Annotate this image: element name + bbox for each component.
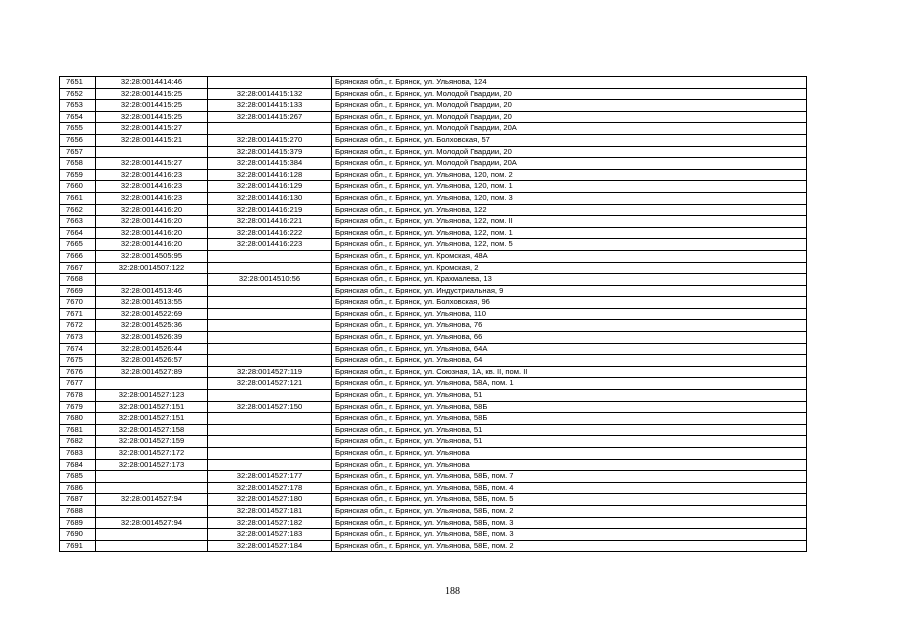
address-cell: Брянская обл., г. Брянск, ул. Молодой Гвардии, 20 [332, 100, 807, 112]
address-cell: Брянская обл., г. Брянск, ул. Ульянова, 51 [332, 436, 807, 448]
land-cadastral-number-cell: 32:28:0014522:69 [96, 308, 208, 320]
object-cadastral-number-cell [208, 123, 332, 135]
land-cadastral-number-cell: 32:28:0014527:94 [96, 517, 208, 529]
address-cell: Брянская обл., г. Брянск, ул. Молодой Гвардии, 20А [332, 158, 807, 170]
table-row [60, 146, 807, 158]
address-cell: Брянская обл., г. Брянск, ул. Ульянова, 58Б, пом. 3 [332, 517, 807, 529]
land-cadastral-number-cell: 32:28:0014527:159 [96, 436, 208, 448]
table-row [60, 88, 807, 100]
table-row [60, 158, 807, 170]
row-number-cell: 7683 [60, 448, 96, 460]
row-number-cell: 7655 [60, 123, 96, 135]
table-row [60, 227, 807, 239]
object-cadastral-number-cell: 32:28:0014416:129 [208, 181, 332, 193]
land-cadastral-number-cell [96, 540, 208, 552]
object-cadastral-number-cell [208, 413, 332, 425]
land-cadastral-number-cell: 32:28:0014415:27 [96, 158, 208, 170]
land-cadastral-number-cell: 32:28:0014527:94 [96, 494, 208, 506]
address-cell: Брянская обл., г. Брянск, ул. Ульянова, 58А, пом. 1 [332, 378, 807, 390]
land-cadastral-number-cell: 32:28:0014416:20 [96, 204, 208, 216]
land-cadastral-number-cell: 32:28:0014507:122 [96, 262, 208, 274]
table-row [60, 262, 807, 274]
row-number-cell: 7669 [60, 285, 96, 297]
row-number-cell: 7663 [60, 216, 96, 228]
object-cadastral-number-cell: 32:28:0014527:184 [208, 540, 332, 552]
table-row [60, 401, 807, 413]
land-cadastral-number-cell: 32:28:0014416:20 [96, 216, 208, 228]
address-cell: Брянская обл., г. Брянск, ул. Ульянова, 64 [332, 355, 807, 367]
object-cadastral-number-cell: 32:28:0014415:132 [208, 88, 332, 100]
object-cadastral-number-cell [208, 448, 332, 460]
land-cadastral-number-cell: 32:28:0014415:25 [96, 111, 208, 123]
address-cell: Брянская обл., г. Брянск, ул. Ульянова, 58Е, пом. 3 [332, 529, 807, 541]
land-cadastral-number-cell: 32:28:0014415:25 [96, 100, 208, 112]
row-number-cell: 7656 [60, 134, 96, 146]
object-cadastral-number-cell: 32:28:0014415:384 [208, 158, 332, 170]
land-cadastral-number-cell: 32:28:0014527:151 [96, 401, 208, 413]
object-cadastral-number-cell: 32:28:0014527:181 [208, 505, 332, 517]
object-cadastral-number-cell [208, 332, 332, 344]
table-row [60, 424, 807, 436]
row-number-cell: 7652 [60, 88, 96, 100]
row-number-cell: 7657 [60, 146, 96, 158]
row-number-cell: 7666 [60, 250, 96, 262]
object-cadastral-number-cell: 32:28:0014527:177 [208, 471, 332, 483]
table-row [60, 204, 807, 216]
address-cell: Брянская обл., г. Брянск, ул. Ульянова, 76 [332, 320, 807, 332]
land-cadastral-number-cell: 32:28:0014527:151 [96, 413, 208, 425]
land-cadastral-number-cell [96, 471, 208, 483]
table-row [60, 540, 807, 552]
land-cadastral-number-cell: 32:28:0014527:123 [96, 390, 208, 402]
address-cell: Брянская обл., г. Брянск, ул. Ульянова, 58Б [332, 401, 807, 413]
table-row [60, 285, 807, 297]
registry-table-body [60, 77, 807, 552]
row-number-cell: 7688 [60, 505, 96, 517]
address-cell: Брянская обл., г. Брянск, ул. Ульянова, 122, пом. 5 [332, 239, 807, 251]
row-number-cell: 7653 [60, 100, 96, 112]
object-cadastral-number-cell: 32:28:0014527:180 [208, 494, 332, 506]
address-cell: Брянская обл., г. Брянск, ул. Молодой Гвардии, 20 [332, 146, 807, 158]
object-cadastral-number-cell: 32:28:0014527:182 [208, 517, 332, 529]
address-cell: Брянская обл., г. Брянск, ул. Ульянова, 66 [332, 332, 807, 344]
row-number-cell: 7670 [60, 297, 96, 309]
address-cell: Брянская обл., г. Брянск, ул. Ульянова, 122, пом. II [332, 216, 807, 228]
row-number-cell: 7662 [60, 204, 96, 216]
row-number-cell: 7686 [60, 482, 96, 494]
row-number-cell: 7676 [60, 366, 96, 378]
row-number-cell: 7664 [60, 227, 96, 239]
row-number-cell: 7658 [60, 158, 96, 170]
object-cadastral-number-cell: 32:28:0014416:222 [208, 227, 332, 239]
table-row [60, 343, 807, 355]
table-row [60, 250, 807, 262]
land-cadastral-number-cell [96, 146, 208, 158]
address-cell: Брянская обл., г. Брянск, ул. Ульянова, 58Б, пом. 2 [332, 505, 807, 517]
address-cell: Брянская обл., г. Брянск, ул. Болховская, 57 [332, 134, 807, 146]
land-cadastral-number-cell: 32:28:0014415:25 [96, 88, 208, 100]
row-number-cell: 7689 [60, 517, 96, 529]
object-cadastral-number-cell: 32:28:0014415:133 [208, 100, 332, 112]
row-number-cell: 7681 [60, 424, 96, 436]
address-cell: Брянская обл., г. Брянск, ул. Ульянова, 122 [332, 204, 807, 216]
address-cell: Брянская обл., г. Брянск, ул. Болховская, 96 [332, 297, 807, 309]
object-cadastral-number-cell: 32:28:0014416:130 [208, 192, 332, 204]
object-cadastral-number-cell [208, 320, 332, 332]
object-cadastral-number-cell: 32:28:0014527:150 [208, 401, 332, 413]
land-cadastral-number-cell: 32:28:0014526:44 [96, 343, 208, 355]
table-row [60, 448, 807, 460]
address-cell: Брянская обл., г. Брянск, ул. Ульянова, 51 [332, 390, 807, 402]
object-cadastral-number-cell: 32:28:0014527:178 [208, 482, 332, 494]
land-cadastral-number-cell: 32:28:0014416:20 [96, 239, 208, 251]
land-cadastral-number-cell [96, 529, 208, 541]
row-number-cell: 7680 [60, 413, 96, 425]
table-row [60, 123, 807, 135]
object-cadastral-number-cell [208, 262, 332, 274]
row-number-cell: 7679 [60, 401, 96, 413]
land-cadastral-number-cell [96, 482, 208, 494]
object-cadastral-number-cell: 32:28:0014416:219 [208, 204, 332, 216]
object-cadastral-number-cell [208, 285, 332, 297]
table-row [60, 274, 807, 286]
address-cell: Брянская обл., г. Брянск, ул. Ульянова, 58Б, пом. 5 [332, 494, 807, 506]
address-cell: Брянская обл., г. Брянск, ул. Союзная, 1А, кв. II, пом. II [332, 366, 807, 378]
row-number-cell: 7654 [60, 111, 96, 123]
address-cell: Брянская обл., г. Брянск, ул. Ульянова, 120, пом. 2 [332, 169, 807, 181]
table-row [60, 482, 807, 494]
object-cadastral-number-cell [208, 250, 332, 262]
object-cadastral-number-cell [208, 355, 332, 367]
object-cadastral-number-cell [208, 436, 332, 448]
row-number-cell: 7667 [60, 262, 96, 274]
object-cadastral-number-cell: 32:28:0014510:56 [208, 274, 332, 286]
land-cadastral-number-cell: 32:28:0014513:55 [96, 297, 208, 309]
object-cadastral-number-cell: 32:28:0014416:223 [208, 239, 332, 251]
object-cadastral-number-cell [208, 459, 332, 471]
table-row [60, 181, 807, 193]
row-number-cell: 7684 [60, 459, 96, 471]
land-cadastral-number-cell: 32:28:0014414:46 [96, 77, 208, 89]
row-number-cell: 7675 [60, 355, 96, 367]
object-cadastral-number-cell: 32:28:0014415:270 [208, 134, 332, 146]
page-number: 188 [445, 586, 460, 597]
table-row [60, 239, 807, 251]
address-cell: Брянская обл., г. Брянск, ул. Ульянова, 120, пом. 1 [332, 181, 807, 193]
table-row [60, 471, 807, 483]
row-number-cell: 7691 [60, 540, 96, 552]
address-cell: Брянская обл., г. Брянск, ул. Кромская, 48А [332, 250, 807, 262]
object-cadastral-number-cell: 32:28:0014416:128 [208, 169, 332, 181]
row-number-cell: 7677 [60, 378, 96, 390]
table-row [60, 459, 807, 471]
row-number-cell: 7668 [60, 274, 96, 286]
land-cadastral-number-cell: 32:28:0014415:27 [96, 123, 208, 135]
address-cell: Брянская обл., г. Брянск, ул. Ульянова, 122, пом. 1 [332, 227, 807, 239]
object-cadastral-number-cell: 32:28:0014527:119 [208, 366, 332, 378]
table-row [60, 100, 807, 112]
address-cell: Брянская обл., г. Брянск, ул. Ульянова [332, 448, 807, 460]
table-row [60, 332, 807, 344]
table-row [60, 413, 807, 425]
object-cadastral-number-cell [208, 297, 332, 309]
land-cadastral-number-cell: 32:28:0014527:89 [96, 366, 208, 378]
land-cadastral-number-cell: 32:28:0014526:39 [96, 332, 208, 344]
table-row [60, 77, 807, 89]
object-cadastral-number-cell [208, 308, 332, 320]
address-cell: Брянская обл., г. Брянск, ул. Ульянова, 120, пом. 3 [332, 192, 807, 204]
table-row [60, 529, 807, 541]
row-number-cell: 7661 [60, 192, 96, 204]
row-number-cell: 7678 [60, 390, 96, 402]
land-cadastral-number-cell: 32:28:0014416:23 [96, 192, 208, 204]
row-number-cell: 7685 [60, 471, 96, 483]
table-row [60, 390, 807, 402]
land-cadastral-number-cell [96, 378, 208, 390]
address-cell: Брянская обл., г. Брянск, ул. Ульянова, 64А [332, 343, 807, 355]
land-cadastral-number-cell: 32:28:0014525:36 [96, 320, 208, 332]
address-cell: Брянская обл., г. Брянск, ул. Индустриальная, 9 [332, 285, 807, 297]
land-cadastral-number-cell: 32:28:0014527:172 [96, 448, 208, 460]
table-row [60, 169, 807, 181]
object-cadastral-number-cell [208, 343, 332, 355]
table-row [60, 192, 807, 204]
land-cadastral-number-cell: 32:28:0014415:21 [96, 134, 208, 146]
table-row [60, 297, 807, 309]
address-cell: Брянская обл., г. Брянск, ул. Ульянова, 124 [332, 77, 807, 89]
row-number-cell: 7672 [60, 320, 96, 332]
address-cell: Брянская обл., г. Брянск, ул. Молодой Гвардии, 20 [332, 111, 807, 123]
land-cadastral-number-cell: 32:28:0014505:95 [96, 250, 208, 262]
address-cell: Брянская обл., г. Брянск, ул. Ульянова, 58Е, пом. 2 [332, 540, 807, 552]
object-cadastral-number-cell: 32:28:0014527:121 [208, 378, 332, 390]
land-cadastral-number-cell: 32:28:0014416:23 [96, 181, 208, 193]
table-row [60, 111, 807, 123]
land-cadastral-number-cell [96, 274, 208, 286]
address-cell: Брянская обл., г. Брянск, ул. Молодой Гвардии, 20 [332, 88, 807, 100]
land-cadastral-number-cell: 32:28:0014513:46 [96, 285, 208, 297]
object-cadastral-number-cell: 32:28:0014527:183 [208, 529, 332, 541]
address-cell: Брянская обл., г. Брянск, ул. Ульянова [332, 459, 807, 471]
address-cell: Брянская обл., г. Брянск, ул. Ульянова, 51 [332, 424, 807, 436]
address-cell: Брянская обл., г. Брянск, ул. Ульянова, 58Б [332, 413, 807, 425]
row-number-cell: 7690 [60, 529, 96, 541]
row-number-cell: 7671 [60, 308, 96, 320]
row-number-cell: 7651 [60, 77, 96, 89]
land-cadastral-number-cell: 32:28:0014526:57 [96, 355, 208, 367]
row-number-cell: 7673 [60, 332, 96, 344]
address-cell: Брянская обл., г. Брянск, ул. Ульянова, 58Б, пом. 7 [332, 471, 807, 483]
table-row [60, 494, 807, 506]
row-number-cell: 7660 [60, 181, 96, 193]
table-row [60, 505, 807, 517]
address-cell: Брянская обл., г. Брянск, ул. Ульянова, 110 [332, 308, 807, 320]
land-cadastral-number-cell: 32:28:0014416:23 [96, 169, 208, 181]
address-cell: Брянская обл., г. Брянск, ул. Молодой Гвардии, 20А [332, 123, 807, 135]
object-cadastral-number-cell [208, 77, 332, 89]
object-cadastral-number-cell [208, 424, 332, 436]
table-row [60, 308, 807, 320]
table-row [60, 378, 807, 390]
row-number-cell: 7674 [60, 343, 96, 355]
registry-table [59, 76, 807, 552]
row-number-cell: 7687 [60, 494, 96, 506]
table-row [60, 436, 807, 448]
table-row [60, 216, 807, 228]
address-cell: Брянская обл., г. Брянск, ул. Кромская, 2 [332, 262, 807, 274]
row-number-cell: 7682 [60, 436, 96, 448]
table-row [60, 355, 807, 367]
address-cell: Брянская обл., г. Брянск, ул. Крахмалева, 13 [332, 274, 807, 286]
object-cadastral-number-cell: 32:28:0014416:221 [208, 216, 332, 228]
table-row [60, 134, 807, 146]
land-cadastral-number-cell: 32:28:0014527:173 [96, 459, 208, 471]
land-cadastral-number-cell: 32:28:0014527:158 [96, 424, 208, 436]
table-row [60, 366, 807, 378]
object-cadastral-number-cell [208, 390, 332, 402]
object-cadastral-number-cell: 32:28:0014415:379 [208, 146, 332, 158]
row-number-cell: 7659 [60, 169, 96, 181]
land-cadastral-number-cell: 32:28:0014416:20 [96, 227, 208, 239]
table-row [60, 320, 807, 332]
land-cadastral-number-cell [96, 505, 208, 517]
row-number-cell: 7665 [60, 239, 96, 251]
address-cell: Брянская обл., г. Брянск, ул. Ульянова, 58Б, пом. 4 [332, 482, 807, 494]
object-cadastral-number-cell: 32:28:0014415:267 [208, 111, 332, 123]
table-row [60, 517, 807, 529]
